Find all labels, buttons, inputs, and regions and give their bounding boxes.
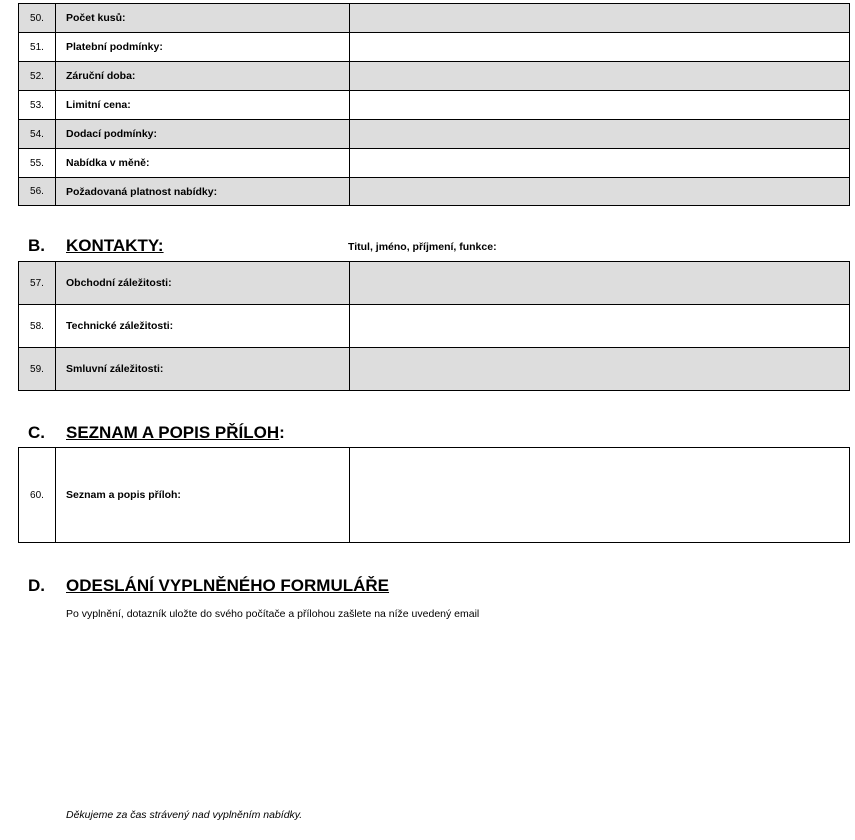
commercial-contact-input[interactable] bbox=[350, 277, 849, 289]
delivery-terms-input[interactable] bbox=[350, 128, 849, 140]
contractual-contact-input[interactable] bbox=[350, 363, 849, 375]
offer-validity-input[interactable] bbox=[350, 186, 849, 198]
row-label: Požadovaná platnost nabídky: bbox=[56, 178, 350, 206]
payment-terms-input[interactable] bbox=[350, 41, 849, 53]
warranty-input[interactable] bbox=[350, 70, 849, 82]
table-row bbox=[19, 62, 850, 91]
section-c-title bbox=[66, 423, 285, 443]
section-a-table bbox=[18, 3, 850, 206]
row-label: Obchodní záležitosti: bbox=[56, 262, 350, 305]
commercial-contact-field[interactable] bbox=[350, 262, 850, 305]
row-number: 58. bbox=[19, 305, 56, 348]
section-d-title bbox=[66, 576, 389, 596]
section-c-title-text: SEZNAM A POPIS PŘÍLOH bbox=[66, 423, 280, 442]
row-label: Dodací podmínky: bbox=[56, 120, 350, 149]
table-row bbox=[19, 178, 850, 206]
row-number: 54. bbox=[19, 120, 56, 149]
section-d-title-text: ODESLÁNÍ VYPLNĚNÉHO FORMULÁŘE bbox=[66, 576, 390, 595]
section-c-letter: C. bbox=[28, 423, 45, 442]
row-number: 52. bbox=[19, 62, 56, 91]
contacts-column-note: Titul, jméno, příjmení, funkce: bbox=[348, 241, 497, 253]
attachments-input[interactable] bbox=[350, 489, 849, 501]
row-number: 60. bbox=[19, 448, 56, 543]
table-row bbox=[19, 305, 850, 348]
technical-contact-input[interactable] bbox=[350, 320, 849, 332]
table-row bbox=[19, 262, 850, 305]
currency-input[interactable] bbox=[350, 157, 849, 169]
row-label: Technické záležitosti: bbox=[56, 305, 350, 348]
row-number: 53. bbox=[19, 91, 56, 120]
section-b-table bbox=[18, 261, 850, 391]
section-c-table bbox=[18, 447, 850, 543]
currency-field[interactable] bbox=[350, 149, 850, 178]
payment-terms-field[interactable] bbox=[350, 33, 850, 62]
delivery-terms-field[interactable] bbox=[350, 120, 850, 149]
attachments-field[interactable] bbox=[350, 448, 850, 543]
row-number: 57. bbox=[19, 262, 56, 305]
submission-instruction: Po vyplnění, dotazník uložte do svého počítače a přílohou zašlete na níže uvedený email bbox=[66, 608, 480, 620]
row-label: Nabídka v měně: bbox=[56, 149, 350, 178]
table-row bbox=[19, 33, 850, 62]
row-label: Počet kusů: bbox=[56, 4, 350, 33]
row-number: 59. bbox=[19, 348, 56, 391]
section-d-letter: D. bbox=[28, 576, 45, 595]
warranty-field[interactable] bbox=[350, 62, 850, 91]
technical-contact-field[interactable] bbox=[350, 305, 850, 348]
section-b-letter: B. bbox=[28, 236, 45, 255]
section-c-title-colon: : bbox=[279, 423, 285, 442]
row-number: 56. bbox=[19, 178, 56, 206]
quantity-input[interactable] bbox=[350, 12, 849, 24]
row-label: Seznam a popis příloh: bbox=[56, 448, 350, 543]
row-number: 50. bbox=[19, 4, 56, 33]
offer-validity-field[interactable] bbox=[350, 178, 850, 206]
section-b-title bbox=[66, 236, 164, 256]
limit-price-field[interactable] bbox=[350, 91, 850, 120]
row-label: Záruční doba: bbox=[56, 62, 350, 91]
table-row bbox=[19, 91, 850, 120]
table-row bbox=[19, 448, 850, 543]
thanks-note: Děkujeme za čas strávený nad vyplněním nabídky. bbox=[66, 809, 303, 821]
quantity-field[interactable] bbox=[350, 4, 850, 33]
table-row bbox=[19, 149, 850, 178]
row-number: 55. bbox=[19, 149, 56, 178]
section-b-title-text: KONTAKTY: bbox=[66, 236, 164, 255]
table-row bbox=[19, 348, 850, 391]
row-label: Limitní cena: bbox=[56, 91, 350, 120]
row-label: Platební podmínky: bbox=[56, 33, 350, 62]
limit-price-input[interactable] bbox=[350, 99, 849, 111]
table-row bbox=[19, 120, 850, 149]
table-row bbox=[19, 4, 850, 33]
contractual-contact-field[interactable] bbox=[350, 348, 850, 391]
row-label: Smluvní záležitosti: bbox=[56, 348, 350, 391]
row-number: 51. bbox=[19, 33, 56, 62]
